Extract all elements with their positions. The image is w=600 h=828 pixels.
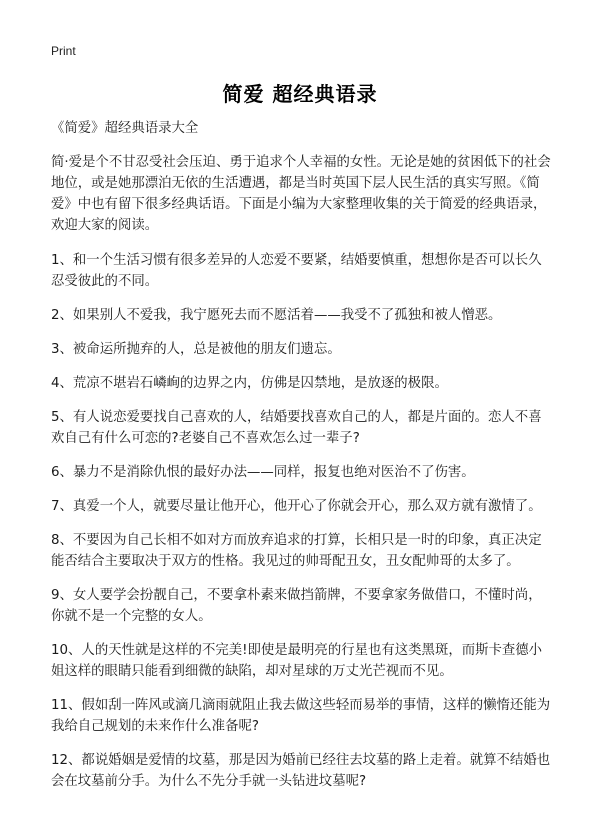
intro-paragraph: 简·爱是个不甘忍受社会压迫、勇于追求个人幸福的女性。无论是她的贫困低下的社会地位，或是她那漂泊无依的生活遭遇，都是当时英国下层人民生活的真实写照。《简爱》中也有留下很多经典话语。下面是小编为大家整理收集的关于简爱的经典语录，欢迎大家的阅读。 <box>51 155 551 233</box>
page-title: 简爱 超经典语录 <box>222 82 378 106</box>
quote-item-7: 7、真爱一个人，就要尽量让他开心，他开心了你就会开心，那么双方就有激情了。 <box>51 499 542 514</box>
article-body <box>51 118 551 805</box>
quote-item-6: 6、暴力不是消除仇恨的最好办法——同样，报复也绝对医治不了伤害。 <box>51 465 475 480</box>
quote-item-12: 12、都说婚姻是爱情的坟墓，那是因为婚前已经往去坟墓的路上走着。就算不结婚也会在坟墓前分手。为什么不先分手就一头钻进坟墓呢? <box>51 753 551 789</box>
print-label: Print <box>51 44 76 58</box>
quote-item-5: 5、有人说恋爱要找自己喜欢的人，结婚要找喜欢自己的人，都是片面的。恋人不喜欢自己有什么可恋的?老婆自己不喜欢怎么过一辈子? <box>51 410 542 446</box>
quote-item-9: 9、女人要学会扮靓自己，不要拿朴素来做挡箭牌，不要拿家务做借口，不懂时尚，你就不是一个完整的女人。 <box>51 588 542 624</box>
quote-item-11: 11、假如刮一阵风或滴几滴雨就阻止我去做这些轻而易举的事情，这样的懒惰还能为我给自己规划的未来作什么准备呢? <box>51 698 551 734</box>
quote-item-4: 4、荒凉不堪岩石嶙峋的边界之内，仿佛是囚禁地，是放逐的极限。 <box>51 376 448 391</box>
quote-item-8: 8、不要因为自己长相不如对方而放弃追求的打算，长相只是一时的印象，真正决定能否结合主要取决于双方的性格。我见过的帅哥配丑女，丑女配帅哥的太多了。 <box>51 533 542 569</box>
quote-item-1: 1、和一个生活习惯有很多差异的人恋爱不要紧，结婚要慎重，想想你是否可以长久忍受彼此的不同。 <box>51 253 542 289</box>
quote-item-2: 2、如果别人不爱我，我宁愿死去而不愿活着——我受不了孤独和被人憎恶。 <box>51 308 502 323</box>
quote-item-10: 10、人的天性就是这样的不完美!即使是最明亮的行星也有这类黑斑，而斯卡查德小姐这样的眼睛只能看到细微的缺陷，却对星球的万丈光芒视而不见。 <box>51 643 543 679</box>
article-subtitle: 《简爱》超经典语录大全 <box>51 121 199 136</box>
quote-item-3: 3、被命运所抛弃的人，总是被他的朋友们遗忘。 <box>51 342 341 357</box>
